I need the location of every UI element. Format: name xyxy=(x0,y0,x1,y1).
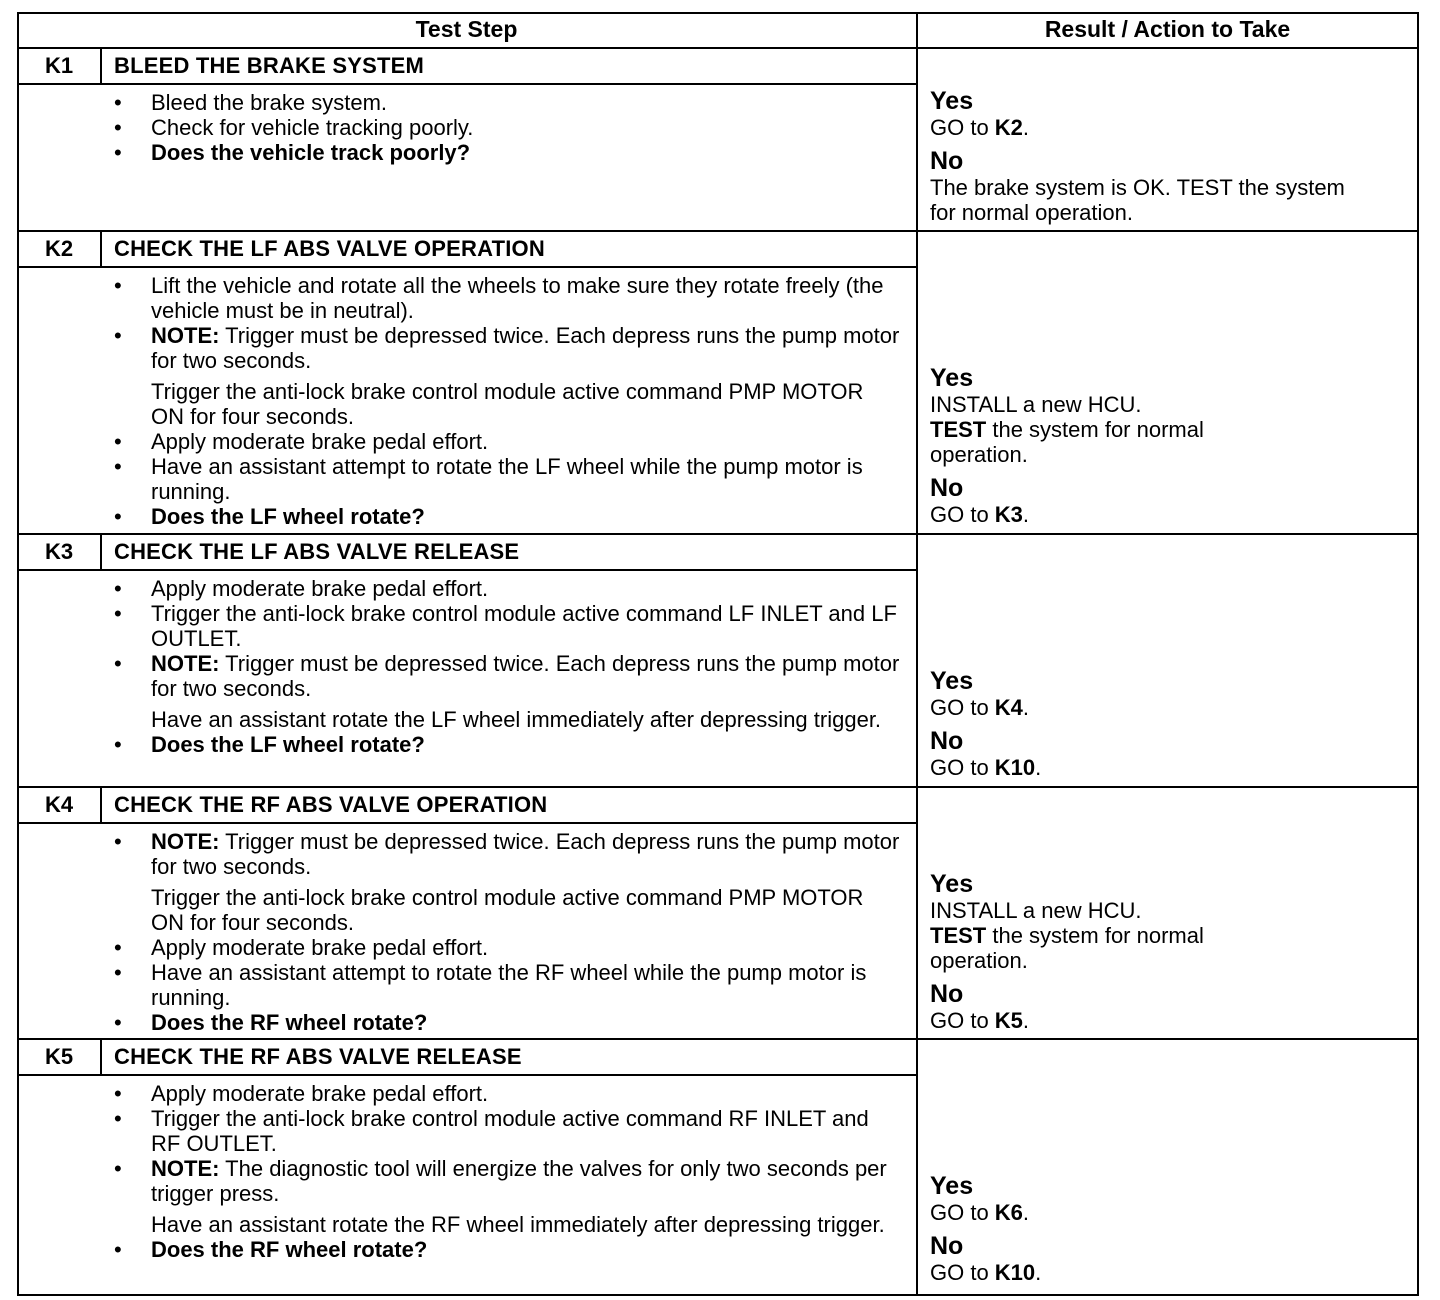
bullet-icon: • xyxy=(114,273,122,298)
list-item xyxy=(110,1156,900,1206)
item-text: Lift the vehicle and rotate all the wheels to make sure they rotate freely (the vehicle must be in neutral). xyxy=(151,273,884,323)
list-item xyxy=(110,829,900,879)
no-action: GO to K3. xyxy=(930,502,1030,527)
step-title: CHECK THE LF ABS VALVE RELEASE xyxy=(114,539,520,564)
yes-label: Yes xyxy=(930,87,974,115)
bullet-icon: • xyxy=(114,1156,122,1181)
step-title-divider xyxy=(17,1074,917,1076)
step-id: K1 xyxy=(44,53,74,78)
no-label: No xyxy=(930,980,964,1008)
note-label: NOTE: xyxy=(151,651,220,676)
item-text: Have an assistant attempt to rotate the RF wheel while the pump motor is running. xyxy=(151,960,867,1010)
bullet-icon: • xyxy=(114,1081,122,1106)
item-question: Does the LF wheel rotate? xyxy=(151,504,425,529)
item-text: Trigger the anti-lock brake control module active command LF INLET and LF OUTLET. xyxy=(151,601,897,651)
no-label: No xyxy=(930,147,964,175)
step-separator xyxy=(17,786,1419,788)
step-result xyxy=(930,1173,1400,1285)
bullet-icon: • xyxy=(114,1106,122,1131)
bullet-icon: • xyxy=(114,601,122,626)
item-text: The diagnostic tool will energize the valves for only two seconds per trigger press. xyxy=(151,1156,887,1206)
yes-action-2: TEST the system for normal operation. xyxy=(930,417,1204,467)
item-text: Trigger the anti-lock brake control module active command RF INLET and RF OUTLET. xyxy=(151,1106,869,1156)
bullet-icon: • xyxy=(114,140,122,165)
yes-action: INSTALL a new HCU. xyxy=(930,392,1142,417)
yes-action: GO to K2. xyxy=(930,115,1030,140)
list-item xyxy=(110,935,900,960)
bullet-icon: • xyxy=(114,935,122,960)
step-result xyxy=(930,365,1400,527)
step-id: K4 xyxy=(44,792,74,817)
item-question: Does the RF wheel rotate? xyxy=(151,1010,428,1035)
bullet-icon: • xyxy=(114,115,122,140)
no-action: GO to K10. xyxy=(930,755,1042,780)
step-title: CHECK THE LF ABS VALVE OPERATION xyxy=(114,236,545,261)
step-separator xyxy=(17,230,1419,232)
item-text: Trigger must be depressed twice. Each depress runs the pump motor for two seconds. xyxy=(151,323,900,373)
item-text: Bleed the brake system. xyxy=(151,90,388,115)
no-action: GO to K10. xyxy=(930,1260,1042,1285)
bullet-icon: • xyxy=(114,504,122,529)
step-result xyxy=(930,668,1400,780)
yes-action: GO to K4. xyxy=(930,695,1030,720)
item-text: Apply moderate brake pedal effort. xyxy=(151,935,489,960)
list-item xyxy=(110,90,900,115)
list-item xyxy=(110,576,900,601)
list-item xyxy=(110,504,900,529)
note-label: NOTE: xyxy=(151,829,220,854)
header-result: Result / Action to Take xyxy=(1044,16,1291,42)
bullet-icon: • xyxy=(114,960,122,985)
item-text: Trigger the anti-lock brake control module active command PMP MOTOR ON for four seconds. xyxy=(151,379,864,429)
item-text: Trigger must be depressed twice. Each depress runs the pump motor for two seconds. xyxy=(151,829,900,879)
no-label: No xyxy=(930,727,964,755)
step-body xyxy=(110,576,900,757)
step-id: K5 xyxy=(44,1044,74,1069)
yes-label: Yes xyxy=(930,870,974,898)
bullet-icon: • xyxy=(114,576,122,601)
list-item xyxy=(110,454,900,504)
bullet-icon: • xyxy=(114,829,122,854)
step-body xyxy=(110,1081,900,1262)
item-question: Does the RF wheel rotate? xyxy=(151,1237,428,1262)
list-item xyxy=(110,601,900,651)
step-id: K3 xyxy=(44,539,74,564)
step-title-divider xyxy=(17,822,917,824)
no-label: No xyxy=(930,474,964,502)
item-text: Have an assistant rotate the LF wheel immediately after depressing trigger. xyxy=(151,707,882,732)
yes-label: Yes xyxy=(930,1172,974,1200)
bullet-icon: • xyxy=(114,429,122,454)
list-item xyxy=(110,1237,900,1262)
step-title-divider xyxy=(17,83,917,85)
item-text: Apply moderate brake pedal effort. xyxy=(151,576,489,601)
bullet-icon: • xyxy=(114,732,122,757)
list-item xyxy=(110,651,900,701)
step-title: CHECK THE RF ABS VALVE OPERATION xyxy=(114,792,548,817)
no-action: GO to K5. xyxy=(930,1008,1030,1033)
item-text: Have an assistant rotate the RF wheel immediately after depressing trigger. xyxy=(151,1212,885,1237)
header-divider xyxy=(17,47,1419,49)
note-label: NOTE: xyxy=(151,1156,220,1181)
step-title-divider xyxy=(17,266,917,268)
bullet-icon: • xyxy=(114,323,122,348)
yes-action: INSTALL a new HCU. xyxy=(930,898,1142,923)
step-title: CHECK THE RF ABS VALVE RELEASE xyxy=(114,1044,522,1069)
list-item xyxy=(110,707,900,732)
list-item xyxy=(110,960,900,1010)
note-label: NOTE: xyxy=(151,323,220,348)
step-separator xyxy=(17,1038,1419,1040)
list-item xyxy=(110,732,900,757)
bullet-icon: • xyxy=(114,651,122,676)
yes-action: GO to K6. xyxy=(930,1200,1030,1225)
item-question: Does the vehicle track poorly? xyxy=(151,140,471,165)
list-item xyxy=(110,115,900,140)
item-text: Apply moderate brake pedal effort. xyxy=(151,429,489,454)
list-item xyxy=(110,1081,900,1106)
step-title: BLEED THE BRAKE SYSTEM xyxy=(114,53,424,78)
list-item xyxy=(110,429,900,454)
header-test-step: Test Step xyxy=(415,16,518,42)
item-text: Apply moderate brake pedal effort. xyxy=(151,1081,489,1106)
no-label: No xyxy=(930,1232,964,1260)
step-result xyxy=(930,88,1400,225)
list-item xyxy=(110,140,900,165)
no-action: The brake system is OK. TEST the system for normal operation. xyxy=(930,175,1345,225)
column-divider xyxy=(916,12,918,1296)
step-body xyxy=(110,829,900,1035)
list-item xyxy=(110,1212,900,1237)
list-item xyxy=(110,1106,900,1156)
list-item xyxy=(110,379,900,429)
list-item xyxy=(110,1010,900,1035)
list-item xyxy=(110,273,900,323)
yes-action-2: TEST the system for normal operation. xyxy=(930,923,1204,973)
bullet-icon: • xyxy=(114,454,122,479)
yes-label: Yes xyxy=(930,667,974,695)
item-text: Trigger the anti-lock brake control module active command PMP MOTOR ON for four seconds. xyxy=(151,885,864,935)
yes-label: Yes xyxy=(930,364,974,392)
step-body xyxy=(110,90,900,165)
item-text: Trigger must be depressed twice. Each depress runs the pump motor for two seconds. xyxy=(151,651,900,701)
step-id: K2 xyxy=(44,236,74,261)
list-item xyxy=(110,885,900,935)
item-question: Does the LF wheel rotate? xyxy=(151,732,425,757)
item-text: Have an assistant attempt to rotate the LF wheel while the pump motor is running. xyxy=(151,454,863,504)
bullet-icon: • xyxy=(114,1010,122,1035)
step-title-divider xyxy=(17,569,917,571)
step-result xyxy=(930,871,1400,1033)
step-body xyxy=(110,273,900,529)
bullet-icon: • xyxy=(114,1237,122,1262)
step-separator xyxy=(17,533,1419,535)
bullet-icon: • xyxy=(114,90,122,115)
list-item xyxy=(110,323,900,373)
item-text: Check for vehicle tracking poorly. xyxy=(151,115,474,140)
